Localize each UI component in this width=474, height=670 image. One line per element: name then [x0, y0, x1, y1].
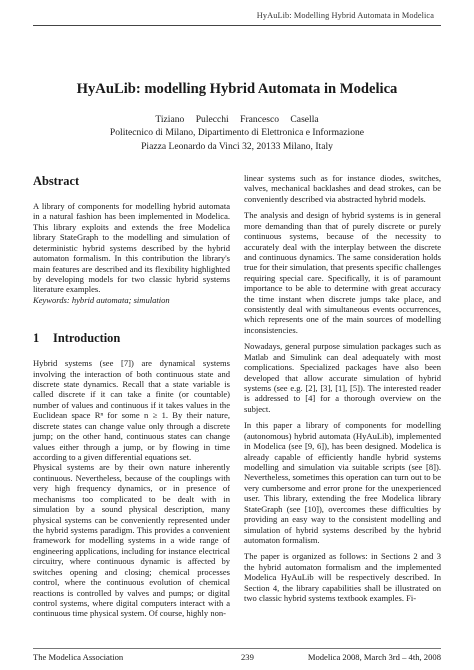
- footer-rule: [33, 648, 441, 649]
- right-column: [244, 173, 441, 609]
- intro-number: 1: [33, 331, 40, 346]
- title-block: [33, 80, 441, 153]
- footer-association: The Modelica Association: [33, 652, 124, 662]
- intro-paragraph-2: Physical systems are by their own nature inherently continuous. Nevertheless, because of the couplings with very high frequency dynamics, or in presence of mechanisms too complicated to be dealt with in simulation by a sound physical description, many physical systems can be conveniently represented under the hybrid systems paradigm. This provides a convenient framework for modelling systems in a wide range of engineering applications, including for instance electrical circuitry, where continuous dynamic is affected by switches opening and closing; chemical processes control, where the continuous evolution of chemical reactions is controlled by valves and pumps; or digital control systems, where digital computers interact with a continuous time physical system. Of course, highly non-: [33, 462, 230, 619]
- right-paragraph-4: The paper is organized as follows: in Sections 2 and 3 the hybrid automaton formalism and the implemented Modelica HyAuLib will be respectively described. In Section 4, the library capabilities shall be illustrated on two classic hybrid systems textbook examples. Fi-: [244, 551, 441, 604]
- footer-conference: Modelica 2008, March 3rd – 4th, 2008: [307, 652, 441, 662]
- intro-title: Introduction: [53, 331, 121, 346]
- abstract-heading: Abstract: [33, 174, 80, 188]
- paper-title: HyAuLib: modelling Hybrid Automata in Modelica: [76, 81, 398, 97]
- page-number: 239: [241, 652, 254, 662]
- abstract-text: A library of components for modelling hybrid automata in a natural fashion has been implemented in Modelica. This library exploits and extends the free Modelica library StateGraph to the modelling and simulation of deterministic hybrid systems described by the hybrid automaton formalism. In this contribution the library's main features are described and its flexibility highlighted by developing models for two classic hybrid systems literature examples.: [33, 201, 230, 295]
- right-paragraph-1: The analysis and design of hybrid systems is in general more demanding than that of purely discrete or purely continuous systems, because of the necessity to accurately deal with the interplay between the discrete and continuous dynamics. The same consideration holds true for their simulation, that presents specific challenges requiring special care. Specifically, it is of paramount importance to be able to determine with great accuracy the time instant when discrete jumps take place, and consistently deal with simultaneous events occurrences, which represents one of the main sources of modelling inconsistencies.: [244, 210, 441, 335]
- header-rule: [33, 25, 441, 26]
- affiliation-line-2: Piazza Leonardo da Vinci 32, 20133 Milano, Italy: [141, 140, 333, 152]
- section-spacer: [33, 311, 230, 331]
- affiliation-line-1: Politecnico di Milano, Dipartimento di Elettronica e Informazione: [109, 127, 365, 138]
- running-header: HyAuLib: Modelling Hybrid Automata in Modelica: [256, 11, 434, 20]
- intro-paragraph-1: Hybrid systems (see [7]) are dynamical systems involving the interaction of both continuous state and discrete state dynamics. Recall that a state variable is called discrete if it can take a finite (or countable) number of values and continuous if it takes values in the Euclidean space Rⁿ for some n ≥ 1. By their nature, discrete states can change value only through a discrete jump; on the other hand, continuous states can change values either through a jump, or by flowing in time according to a given differential equations set.: [33, 358, 230, 463]
- intro-heading: [33, 331, 230, 346]
- authors: Tiziano Pulecchi Francesco Casella: [155, 114, 319, 125]
- right-paragraph-2: Nowadays, general purpose simulation packages such as Matlab and Simulink can deal adequately with most complications. Specialized packages have also been developed that allow accurate simulation of hybrid systems (see e.g. [2], [3], [1], [5]). The interested reader is addressed to [4] for a thorough overview on the subject.: [244, 341, 441, 414]
- left-column: [33, 174, 230, 625]
- right-paragraph-3: In this paper a library of components for modelling (autonomous) hybrid automata (HyAuLib), implemented in Modelica (see [9, 6]), has been designed. Modelica is already capable of efficiently handle hybrid systems modelling and simulation via suitable scripts (see [8]). Nevertheless, sometimes this operation can turn out to be very cumbersome and error prone for the unexperienced user. This library, extending the free Modelica library StateGraph (see [10]), overcomes these difficulties by providing an easy way to the consistent modelling and simulation of hybrid systems described by the hybrid automaton formalism.: [244, 420, 441, 545]
- right-paragraph-0: linear systems such as for instance diodes, switches, valves, mechanical backlashes and dead strokes, can be conveniently described via abstracted hybrid models.: [244, 173, 441, 204]
- keywords: Keywords: hybrid automata; simulation: [33, 294, 170, 305]
